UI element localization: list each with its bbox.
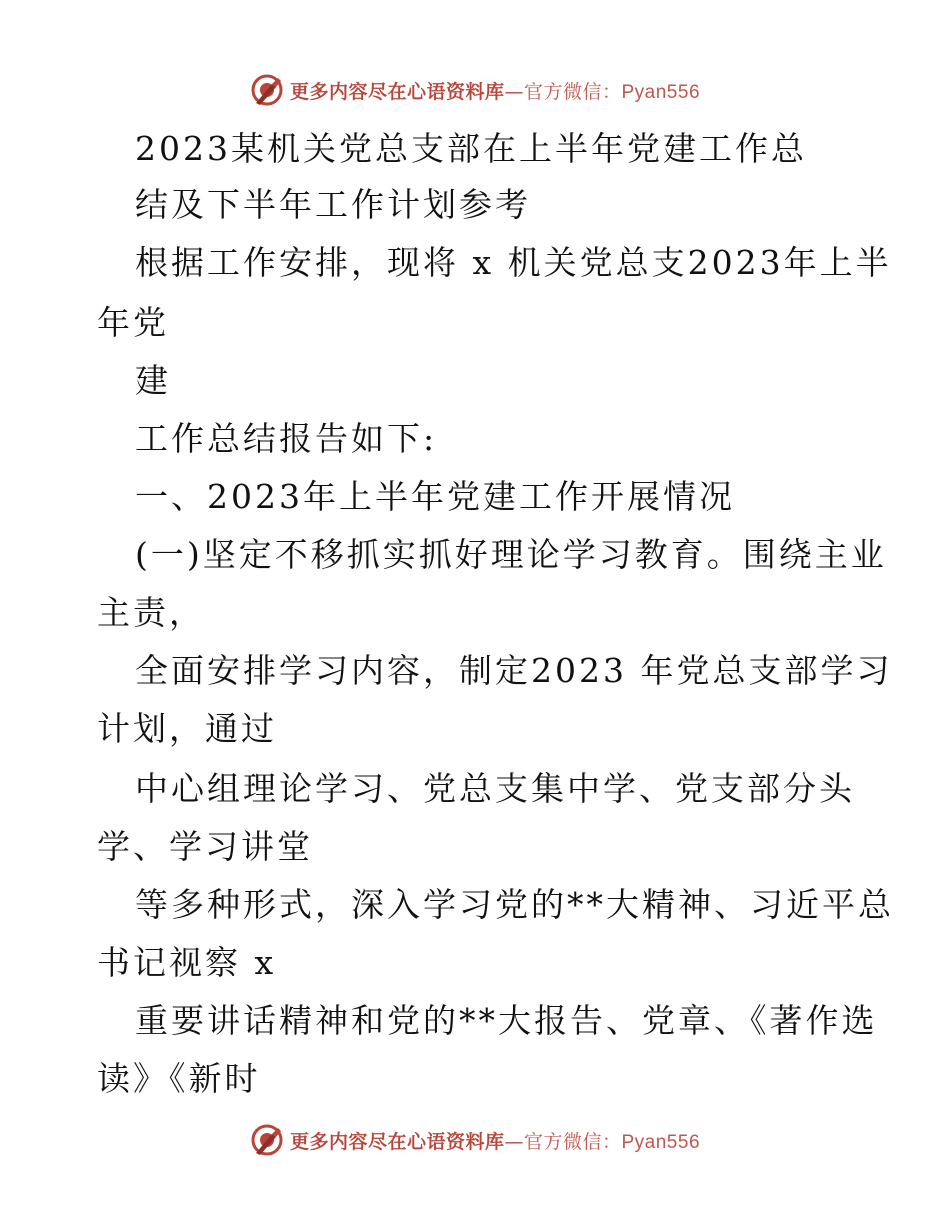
header-banner-dash: — xyxy=(504,80,524,103)
body-line: 等多种形式，深入学习党的**大精神、习近平总 xyxy=(135,885,894,924)
pen-logo-icon xyxy=(250,73,284,107)
section-heading: 一、2023年上半年党建工作开展情况 xyxy=(135,477,735,516)
pen-logo-icon xyxy=(250,1123,284,1157)
body-line: 学、学习讲堂 xyxy=(97,827,313,866)
header-watermark-banner xyxy=(0,70,950,110)
footer-banner-main: 更多内容尽在心语资料库 xyxy=(289,1130,505,1153)
header-banner-handle: Pyan556 xyxy=(621,81,701,103)
header-banner-text xyxy=(290,77,700,104)
body-line: 工作总结报告如下: xyxy=(135,419,438,458)
body-line: 计划，通过 xyxy=(97,709,277,748)
body-line: 中心组理论学习、党总支集中学、党支部分头 xyxy=(135,769,855,808)
title-line-1: 2023某机关党总支部在上半年党建工作总 xyxy=(135,129,807,168)
body-line: 年党 xyxy=(97,303,169,342)
body-line: 建 xyxy=(135,361,171,400)
title-line-2: 结及下半年工作计划参考 xyxy=(135,185,531,224)
body-line: 根据工作安排，现将 x 机关党总支2023年上半 xyxy=(135,243,892,282)
body-line: 全面安排学习内容，制定2023 年党总支部学习 xyxy=(135,651,893,690)
footer-watermark-banner xyxy=(0,1120,950,1160)
body-line: 重要讲话精神和党的**大报告、党章、《著作选 xyxy=(135,1001,878,1040)
body-line: 书记视察 x xyxy=(97,943,277,982)
body-line: 读》《新时 xyxy=(97,1059,261,1098)
footer-banner-handle: Pyan556 xyxy=(621,1131,701,1153)
body-line: 主责， xyxy=(97,593,205,632)
header-banner-main: 更多内容尽在心语资料库 xyxy=(289,80,505,103)
footer-banner-text xyxy=(290,1127,700,1154)
footer-banner-dash: — xyxy=(504,1130,524,1153)
body-line: (一)坚定不移抓实抓好理论学习教育。围绕主业 xyxy=(135,535,887,574)
header-banner-official: 官方微信： xyxy=(523,80,622,103)
footer-banner-official: 官方微信： xyxy=(523,1130,622,1153)
